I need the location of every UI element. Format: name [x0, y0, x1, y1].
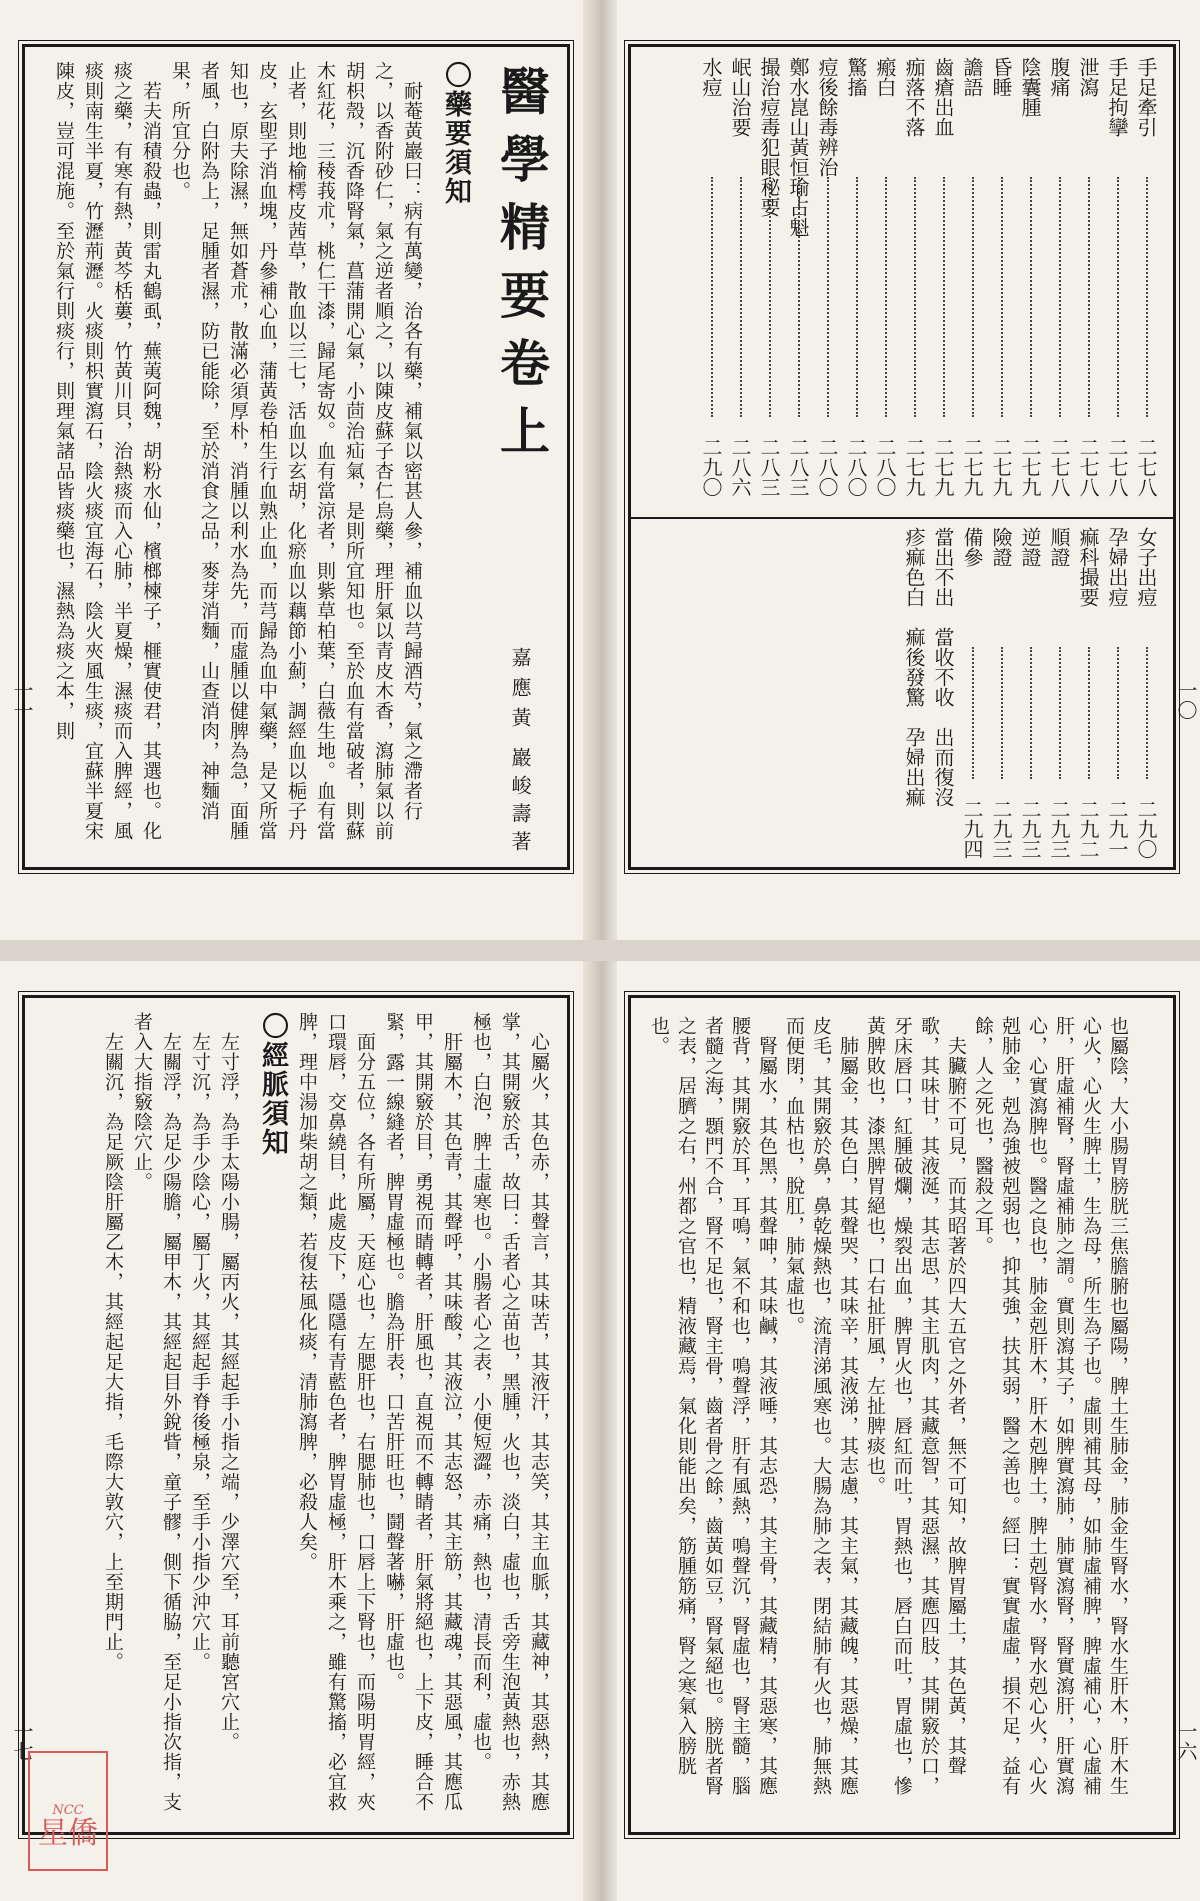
section-title-yaoyao: 〇藥要須知	[440, 61, 471, 206]
page-bottom-right	[628, 995, 1176, 1835]
gutter	[583, 0, 617, 940]
toc-entry[interactable]: 逆證 二九三	[1018, 527, 1042, 859]
toc-entry[interactable]: 順證 二九三	[1047, 527, 1071, 859]
author-name: 巖峻壽著	[508, 747, 532, 859]
body-text-yaoyao: 耐菴黃巖曰：病有萬變，治各有藥，補氣以密甚人參，補血以芎歸酒芍，氣之滯者行之，以香附砂仁，氣之逆者順之，以陳皮蘇子杏仁烏藥，理肝氣以青皮木香，瀉肺氣以前胡枳殼，沉香降腎氣，菖蒲開心氣，小茴治疝氣，是則所宜知也。至於血有當破者，則蘇木紅花，三稜莪朮，桃仁干漆，歸尾寄奴。血有當涼者，則紫草柏葉，白薇生地。血有當止者，則地榆樗皮茜草，散血以三七，活血以玄胡，化瘀血以藕節小薊，調經血以梔子丹皮，玄堲子消血塊，丹參補心血，蒲黃卷柏生行血熟止血，而芎歸為血中氣藥，是又所當知也，原夫除濕，無如蒼朮，散滿必須厚朴，消腫以利水為先，而虛腫以健脾為急，面腫者風，白附為上，足腫者濕，防已能除，至於消食之品，麥芽消麵，山查消肉，神麵消果，所宜分也。 若夫消積殺蟲，則雷丸鶴虱，蕪荑阿魏，胡粉水仙，檳榔楝子，榧實使君，其選也。化痰之藥，有寒有熱，黃芩栝蔞，竹黃川貝，治熱痰而入心肺，半夏燥，濕痰而入脾經，風痰則南生半夏，竹瀝荊瀝。火痰則枳實瀉石，陰火痰宜海石，陰火夾風生痰，宜蘇半夏宋陳皮，豈可混施。至於氣行則痰行，則理氣諸品皆痰藥也，濕熱為痰之本，則	[53, 61, 423, 841]
toc-entry[interactable]: 瘢白 二八〇	[873, 57, 897, 497]
toc-entry[interactable]: 孕婦出痘 二九一	[1105, 527, 1129, 859]
toc-entry[interactable]: 女子出痘 二九〇	[1134, 527, 1158, 859]
body-text-wuxing: 也屬陰，大小腸胃膀胱三焦膽腑也屬陽，脾土生肺金，肺金生腎水，腎水生肝木，肝木生心火，心火生脾土，生為母，所生為子也。虛則補其母，如肺虛補脾，脾虛補心，心虛補肝，肝虛補腎，腎虛補肺之謂。實則瀉其子，如脾實瀉肺，肺實瀉腎，腎實瀉肝，肝實瀉心，心實瀉脾也。醫之良也，肺金剋肝木，肝木剋脾土，脾土剋腎水，腎水剋心火，心火剋肺金，剋為強被剋弱也，抑其強，扶其弱，醫之善也。經曰：實實虛虛，損不足，益有餘，人之死也，醫殺之耳。 夫臟腑不可見，而其昭著於四大五官之外者，無不可知，故脾胃屬土，其色黃，其聲歌，其味甘，其液涎，其志思，其主肌肉，其藏意智，其惡濕，其應四肢，其開竅於口，牙床唇口，紅腫破爛，燥裂出血，脾胃火也，唇紅而吐，胃熱也，唇白而吐，胃虛也，慘黃脾敗也，漆黑脾胃絕也，口右扯肝風，左扯脾痰也。 肺屬金，其色白，其聲哭，其味辛，其液涕，其志慮，其主氣，其藏魄，其惡燥，其應皮毛，其開竅於鼻，鼻乾燥熱也，流清涕風寒也。大腸為肺之表，閉結肺有火也，肺無熱而便閉，血枯也，脫肛，肺氣虛也。 腎屬水，其色黑，其聲呻，其味鹹，其液唾，其志恐，其主骨，其藏精，其惡寒，其應腰背，其開竅於耳，耳鳴，氣不和也，鳴聲浮，肝有風熱，鳴聲沉，腎虛也，腎主髓，腦者髓之海，顋門不合，腎不足也，腎主骨，齒者骨之餘，齒黃如豆，腎氣絕也。膀胱者腎之表，居臍之右，州都之官也，精液藏焉，氣化則能出矣，筋腫筋痛，腎之寒氣入膀胱也。	[648, 1016, 1129, 1796]
toc-entry[interactable]: 陰囊腫 二七九	[1018, 57, 1042, 497]
page-number-top-left: 一一	[10, 680, 34, 720]
toc-entry[interactable]: 手足牽引 二七八	[1134, 57, 1158, 497]
toc-entry[interactable]: 腹痛 二七八	[1047, 57, 1071, 497]
page-top-left	[22, 44, 570, 870]
book-title: 醫學精要卷上	[492, 65, 551, 473]
toc-entry[interactable]: 齒瘡出血 二七九	[931, 57, 955, 497]
author-place: 嘉應黃	[508, 647, 532, 737]
page-number-bottom-left: 一七	[10, 1721, 34, 1761]
toc-entry[interactable]: 痂落不落 二七九	[902, 57, 926, 497]
toc-upper	[631, 47, 1173, 507]
gutter	[583, 961, 617, 1901]
toc-entry[interactable]: 昏睡 二七九	[989, 57, 1013, 497]
body-text-jingmai: 左寸浮，為手太陽小腸，屬丙火，其經起手小指之端，少澤穴至，耳前聽宮穴止。 左寸沉，為手少陰心，屬丁火，其經起手脊後極泉，至手小指少沖穴止。 左關浮，為足少陽膽，屬甲木，其經起目外銳眥，童子髎，側下循脇，至足小指次指，支者入大指竅陰穴止。 左關沉，為足厥陰肝屬乙木，其經起足大指，毛際大敦穴，上至期門止。	[102, 1012, 240, 1812]
toc-entry[interactable]: 鄭水崑山黃恒瑜占魁 二八三	[786, 57, 810, 497]
page-top-right	[628, 44, 1176, 870]
page-bottom-left	[22, 995, 570, 1835]
toc-entry[interactable]: 險證 二九三	[989, 527, 1013, 859]
watermark-stamp	[28, 1751, 108, 1871]
toc-entry[interactable]: 痲科撮要 二九二	[1076, 527, 1100, 859]
section-title-jingmai: 〇經脈須知	[257, 1012, 288, 1157]
toc-lower	[631, 517, 1173, 867]
toc-entry[interactable]: 泄瀉 二七八	[1076, 57, 1100, 497]
toc-entry[interactable]: 驚搐 二八〇	[844, 57, 868, 497]
toc-entry[interactable]: 譫語 二七九	[960, 57, 984, 497]
toc-entry[interactable]: 岷山治要 二八六	[728, 57, 752, 497]
stamp-logo: NCC	[52, 1803, 84, 1818]
toc-entry[interactable]: 痘後餘毒辨治 二八〇	[815, 57, 839, 497]
spread-bottom	[0, 961, 1200, 1901]
toc-extra-line: 當出不出 當收不收 出而復沒	[931, 527, 955, 807]
stamp-chars: 星僑	[38, 1816, 98, 1851]
toc-entry[interactable]: 撮治痘毒犯眼秘要 二八三	[757, 57, 781, 497]
page-number-top-right: 一〇	[1174, 680, 1198, 720]
body-text-organs: 心屬火，其色赤，其聲言，其味苦，其液汗，其志笑，其主血脈，其藏神，其惡熱，其應掌，其開竅於舌，故曰：舌者心之苗也，黑腫，火也，淡白，虛也，舌旁生泡黃熱也，赤熱極也，白泡，脾土虛寒也。小腸者心之表，小便短澀，赤痛，熱也，清長而利，虛也。 肝屬木，其色青，其聲呼，其味酸，其液泣，其志怒，其主筋，其藏魂，其惡風，其應瓜甲，其開竅於目，勇視而睛轉者，肝風也，直視而不轉睛者，肝氣將絕也，上下皮，睡合不緊，露一線縫者，脾胃虛極也。膽為肝表，口苦肝旺也，鬪聲著嚇，肝虛也。 面分五位，各有所屬，天庭心也，左腮肝也，右腮肺也，口唇上下腎也，而陽明胃經，夾口環唇，交鼻繞目，此處皮下，隱隱有青藍色者，脾胃虛極，肝木乘之，雖有驚搐，必宜救脾，理中湯加柴胡之類，若復祛風化痰，清肺瀉脾，必殺人矣。	[296, 1012, 550, 1812]
spread-top	[0, 0, 1200, 940]
toc-entry[interactable]: 水痘 二九〇	[699, 57, 723, 497]
toc-extra-line: 疹痲色白 痲後發驚 孕婦出痲	[902, 527, 926, 807]
toc-entry[interactable]: 備參 二九四	[960, 527, 984, 859]
toc-entry[interactable]: 手足拘攣 二七八	[1105, 57, 1129, 497]
page-number-bottom-right: 一六	[1174, 1721, 1198, 1761]
